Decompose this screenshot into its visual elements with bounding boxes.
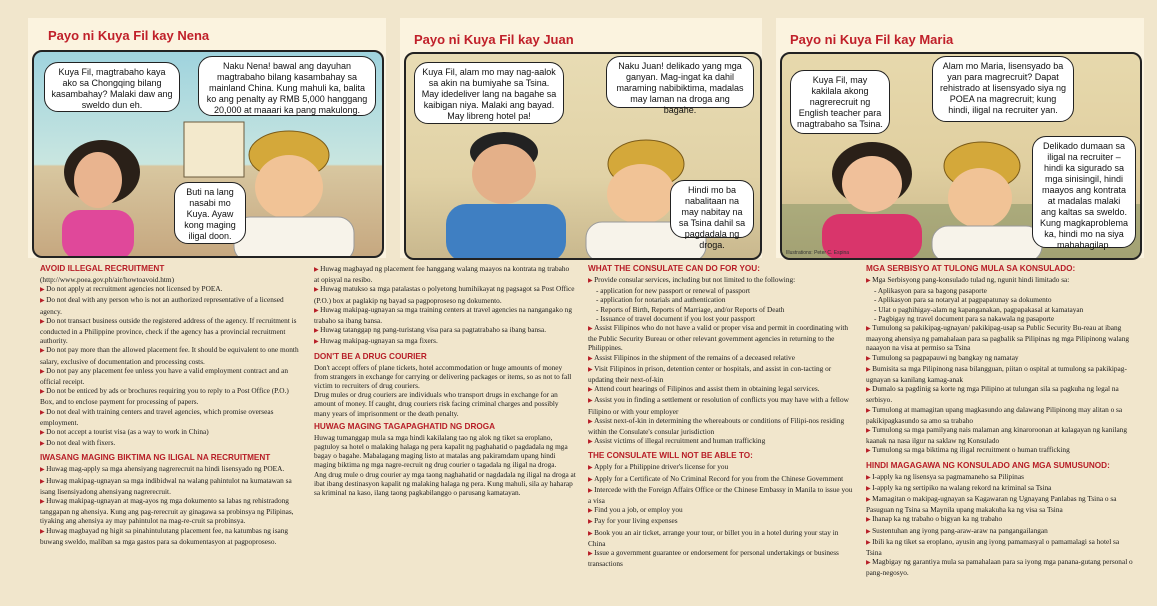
sub-item: - Ulat o paghihigay-alam ng kapanganakan, pagpapakasal at kamatayan <box>874 304 1084 314</box>
bullet-item: ▶ Do not accept a tourist visa (as a way to work in China) <box>40 427 302 438</box>
sub-item: - application for notarials and authentication <box>596 295 726 305</box>
speech-bubble: Buti na lang nasabi mo Kuya. Ayaw kong maging iligal doon. <box>174 182 246 244</box>
comic-panel-maria <box>776 18 1144 258</box>
bullet-item: ▶ Huwag magbayad ng higit sa pinahintulutang placement fee, na katumbas ng isang buwang sweldo, maliban sa mga gastos para sa dokumentasyon at pagpoproseso. <box>40 526 302 546</box>
sub-item: - Issuance of travel document if you lost your passport <box>596 313 756 323</box>
illustration-credit: Illustrations: Peter C. Espina <box>786 250 850 256</box>
man-shirt <box>234 217 354 256</box>
bullet-item: ▶ Attend court hearings of Filipinos and assist them in obtaining legal services. <box>588 384 856 395</box>
paragraph: (http://www.poea.gov.ph/air/howtoavoid.htm) <box>40 275 175 284</box>
man-face <box>607 164 675 224</box>
section-heading: THE CONSULATE WILL NOT BE ABLE TO: <box>588 451 753 461</box>
bullet-item: ▶ Dumalo sa pagdinig sa korte ng mga Pilipino at tulungan sila sa pagkuha ng legal na serbisyo. <box>866 384 1136 404</box>
paragraph: Huwag tumanggap mula sa mga hindi kakilalang tao ng alok ng tiket sa eroplano, pagtuloy sa hotel o malaking halaga ng pera kapalit ng paghahatid o pagdadala ng mga bagay o bagahe. Mabalagang maging listo at matalas ang pakiramdam upang hindi maging biktima ng mga nagre-recruit ng drug courier o tagadala ng iligal na droga. <box>314 432 568 470</box>
bullet-item: ▶ Do not pay more than the allowed placement fee. It should be equivalent to one month salary, exclusive of documentation and processing costs. <box>40 345 302 365</box>
woman-top <box>62 210 134 256</box>
paragraph: Don't accept offers of plane tickets, hotel accommodation or huge amounts of money from strangers in exchange for carrying or delivering packages or items, so as not to fall victim to recruiters of drug couriers. <box>314 362 572 391</box>
bullet-item: ▶ I-apply ka ng sertipiko na walang rekord na kriminal sa Tsina <box>866 483 1136 494</box>
sub-item: - application for new passport or renewal of passport <box>596 286 750 296</box>
bullet-item: ▶ Huwag tatanggap ng pang-turistang visa para sa pagtatrabaho sa ibang bansa. <box>314 325 576 336</box>
bullet-item: ▶ Sustentuhan ang iyong pang-araw-araw na pangangailangan <box>866 526 1136 537</box>
info-section <box>588 451 856 568</box>
juan-face <box>472 144 536 204</box>
bullet-item: ▶ Tumulong sa mga pamilyang nais malaman ang kinaroroonan at kalagayan ng kanilang kaanak na nasa ilgur na saklaw ng Konsulado <box>866 425 1136 445</box>
speech-bubble: Alam mo Maria, lisensyado ba yan para magrecruit? Dapat rehistrado at lisensyado siya ng POEA na magrecruit; kung hindi, iligal na recruiter yan. <box>932 56 1074 122</box>
section-heading: IWASANG MAGING BIKTIMA NG ILIGAL NA RECRUITMENT <box>40 453 271 463</box>
bullet-item: ▶ Huwag makipag-ugnayan sa mga indibidwal na walang pahintulot na kumatawan sa isang lisensiyadong ahensiyang nagrerecruit. <box>40 476 302 496</box>
bullet-item: ▶ Visit Filipinos in prison, detention center or hospitals, and assist in con-tacting or updating their next-of-kin <box>588 364 856 384</box>
speech-bubble: Hindi mo ba nabalitaan na may nabitay na sa Tsina dahil sa pagdadala ng droga. <box>670 180 754 238</box>
bullet-item: ▶ Huwag matukso sa mga patalastas o polyetong humihikayat ng pagsagot sa Post Office (P.O.) box at paglakip ng bayad sa pagpoproseso ng dokumento. <box>314 284 576 304</box>
bullet-item: ▶ Mga Serbisyong pang-konsulado tulad ng, ngunit hindi limitado sa: <box>866 275 1136 286</box>
bullet-item: ▶ Mamagitan o makipag-ugnayan sa Kagawaran ng Ugnayang Panlabas ng Tsina o sa Pasuguan ng Tsina sa Maynila upang makakuha ka ng visa sa Tsina <box>866 494 1136 514</box>
info-section <box>588 264 856 447</box>
bullet-item: ▶ Intercede with the Foreign Affairs Office or the Chinese Embassy in Manila to issue you a visa <box>588 485 856 505</box>
sub-item: - Aplikasyon para sa notaryal at pagpapatunay sa dokumento <box>874 295 1052 305</box>
bullet-item: ▶ Assist Filipinos in the shipment of the remains of a deceased relative <box>588 353 856 364</box>
comic-panel-juan <box>400 18 762 258</box>
bullet-item: ▶ Ihanap ka ng trabaho o bigyan ka ng trabaho <box>866 514 1136 525</box>
man-face <box>948 168 1012 228</box>
bullet-item: ▶ Huwag magbayad ng placement fee hanggang walang maayos na kontrata ng trabaho at opisyal na resibo. <box>314 264 576 284</box>
bullet-item: ▶ Huwag makipag-ugnayan sa mga fixers. <box>314 336 576 347</box>
sub-item: - Pagbigay ng travel document para sa nakawala ng pasaporte <box>874 313 1055 323</box>
speech-bubble: Kuya Fil, magtrabaho kaya ako sa Chongqing bilang kasambahay? Malaki daw ang sweldo dun eh. <box>44 62 180 112</box>
section-heading: MGA SERBISYO AT TULONG MULA SA KONSULADO: <box>866 264 1076 273</box>
paragraph: Drug mules or drug couriers are individuals who transport drugs in exchange for an amount of money. If caught, drug couriers risk facing criminal charges and possibly many years of imprisonment or the death penalty. <box>314 390 559 418</box>
bullet-item: ▶ Assist Filipinos who do not have a valid or proper visa and permit in coordinating with the Public Security Bureau or other relevant government agencies in returning to the Philippines. <box>588 323 856 353</box>
bullet-item: ▶ Apply for a Philippine driver's license for you <box>588 462 856 473</box>
bullet-item: ▶ Do not deal with training centers and travel agencies, which promise overseas employment. <box>40 407 302 427</box>
maria-face <box>842 156 902 212</box>
bullet-item: ▶ Huwag makipag-ugnayan at mag-ayos ng mga dokumento sa labas ng rehistradong tanggapan ng ahensiya. Kung ang pag-rerecruit ay ginagawa sa probinsya ng Pilipinas, tiyaking ang ahensiya ay may pahintulot na mag-re-cruit sa probinsya. <box>40 496 302 526</box>
man-face <box>255 155 323 219</box>
woman-face <box>74 152 122 208</box>
man-shirt <box>932 226 1042 258</box>
comic-title: Payo ni Kuya Fil kay Maria <box>790 32 954 47</box>
speech-bubble: Delikado dumaan sa iligal na recruiter – hindi ka sigurado sa mga sinisingil, hindi maayos ang kontrata at madalas malaki ang kaltas sa sweldo. Kung magkaproblema ka, hindi mo na siya mahahagilap. <box>1032 136 1136 248</box>
bullet-item: ▶ Huwag mag-apply sa mga ahensiyang nagrerecruit na hindi lisensyado ng POEA. <box>40 464 302 475</box>
section-heading: AVOID ILLEGAL RECRUITMENT <box>40 264 165 273</box>
comic-frame <box>780 52 1142 260</box>
speech-bubble: Naku Nena! bawal ang dayuhan magtrabaho bilang kasambahay sa mainland China. Kung mahuli ka, balita ko ang penalty ay RMB 5,000 hanggang 20,000 at maaari ka pang makulong. <box>198 56 376 116</box>
comic-frame <box>404 52 762 260</box>
comic-frame <box>32 50 384 258</box>
bullet-item: ▶ Pay for your living expenses <box>588 516 856 527</box>
speech-bubble: Kuya Fil, alam mo may nag-aalok sa akin na bumiyahe sa Tsina. May idedeliver lang na bagahe sa kaibigan niya. Malaki ang bayad. May libreng hotel pa! <box>414 62 564 124</box>
bullet-item: ▶ Issue a government guarantee or endorsement for personal undertakings or business transactions <box>588 548 856 568</box>
info-section <box>314 264 576 348</box>
sub-item: - Aplikasyon para sa bagong pasaporte <box>874 286 987 296</box>
bullet-item: ▶ Do not transact business outside the registered address of the agency. If recruitment is conducted in a Philippine province, check if the agency has a provincial recruitment authority. <box>40 316 302 346</box>
bullet-item: ▶ I-apply ka ng lisensya sa pagmamaneho sa Pilipinas <box>866 472 1136 483</box>
text-column-4 <box>866 264 1136 582</box>
bullet-item: ▶ Tumulong sa mga biktima ng iligal recruitment o human trafficking <box>866 445 1136 456</box>
section-heading: DON'T BE A DRUG COURIER <box>314 351 427 361</box>
comic-title: Payo ni Kuya Fil kay Nena <box>48 28 210 43</box>
bullet-item: ▶ Do not pay any placement fee unless you have a valid employment contract and an official receipt. <box>40 366 302 386</box>
bullet-item: ▶ Find you a job, or employ you <box>588 505 856 516</box>
bullet-item: ▶ Book you an air ticket, arrange your tour, or billet you in a hotel during your stay in China <box>588 528 856 548</box>
bullet-item: ▶ Do not be enticed by ads or brochures requiring you to reply to a Post Office (P.O.) Box, and to enclose payment for processing of papers. <box>40 386 302 406</box>
bullet-item: ▶ Assist next-of-kin in determining the whereabouts or conditions of Filipi-nos residing within the Consulate's consular jurisdiction <box>588 416 856 436</box>
bullet-item: ▶ Huwag makipag-ugnayan sa mga training centers at travel agencies na nangangako ng trabaho sa ibang bansa. <box>314 305 576 325</box>
info-section <box>40 264 302 449</box>
bullet-item: ▶ Provide consular services, including but not limited to the following: <box>588 275 856 286</box>
paragraph: Ang drug mule o drug courier ay mga taong naghahatid or nagdadala ng iligal na droga at ibat ibang destinasyon kapalit ng malaking halaga ng pera. Kung mahuli, sila ay haharap sa kriminal na kaso, ilang taong pagkabilanggo o parusang kamatayan. <box>314 469 576 498</box>
bullet-item: ▶ Do not deal with any person who is not an authorized representative of a licensed agency. <box>40 295 302 315</box>
info-section <box>314 352 576 418</box>
info-section <box>40 453 302 546</box>
bullet-item: ▶ Bumisita sa mga Pilipinong nasa bilangguan, piitan o ospital at tumulong sa pakikipag-ugnayan sa kanilang kamag-anak <box>866 364 1136 384</box>
section-heading: HUWAG MAGING TAGAPAGHATID NG DROGA <box>314 421 496 431</box>
bullet-item: ▶ Ibili ka ng tiket sa eroplano, ayusin ang iyong pamamasyal o pamamalagi sa hotel sa Tsina <box>866 537 1136 557</box>
comic-panel-nena <box>28 18 386 258</box>
bullet-item: ▶ Apply for a Certificate of No Criminal Record for you from the Chinese Government <box>588 474 856 485</box>
text-column-2 <box>314 264 576 501</box>
juan-shirt <box>446 204 566 258</box>
bullet-item: ▶ Assist victims of illegal recruitment and human trafficking <box>588 436 856 447</box>
info-section <box>866 264 1136 457</box>
sub-item: - Reports of Birth, Reports of Marriage, and/or Reports of Death <box>596 304 785 314</box>
text-column-1 <box>40 264 302 550</box>
bullet-item: ▶ Assist you in finding a settlement or resolution of conflicts you may have with a fellow Filipino or with your employer <box>588 395 856 415</box>
section-heading: WHAT THE CONSULATE CAN DO FOR YOU: <box>588 264 760 273</box>
bullet-item: ▶ Tumulong sa pagpapauwi ng bangkay ng namatay <box>866 353 1136 364</box>
bullet-item: ▶ Tumulong at mamagitan upang magkasundo ang dalawang Pilipinong may alitan o sa pakikipagkasundo sa amo sa trabaho <box>866 405 1136 425</box>
info-section <box>866 461 1136 578</box>
bullet-item: ▶ Tumulong sa pakikipag-ugnayan/ pakikipag-usap sa Public Security Bu-reau at ibang maayong ahensiya ng pamahalaan para sa pagbalik sa Pilipinas ng mga Pilipinong walang naaayon na visa at permiso sa Tsina <box>866 323 1136 353</box>
bullet-item: ▶ Do not deal with fixers. <box>40 438 302 449</box>
speech-bubble: Kuya Fil, may kakilala akong nagrerecruit ng English teacher para magtrabaho sa Tsina. <box>790 70 890 134</box>
text-column-3 <box>588 264 856 572</box>
bullet-item: ▶ Do not apply at recruitment agencies not licensed by POEA. <box>40 284 302 295</box>
window-frame <box>184 122 244 177</box>
section-heading: HINDI MAGAGAWA NG KONSULADO ANG MGA SUMUSUNOD: <box>866 460 1110 470</box>
speech-bubble: Naku Juan! delikado yang mga ganyan. Mag-ingat ka dahil maraming nabibiktima, madalas may laman na droga ang bagahe. <box>606 56 754 108</box>
info-section <box>314 422 576 497</box>
bullet-item: ▶ Magbigay ng garantiya mula sa pamahalaan para sa iyong mga panana-gutang personal o pang-negosyo. <box>866 557 1136 577</box>
comic-title: Payo ni Kuya Fil kay Juan <box>414 32 574 47</box>
